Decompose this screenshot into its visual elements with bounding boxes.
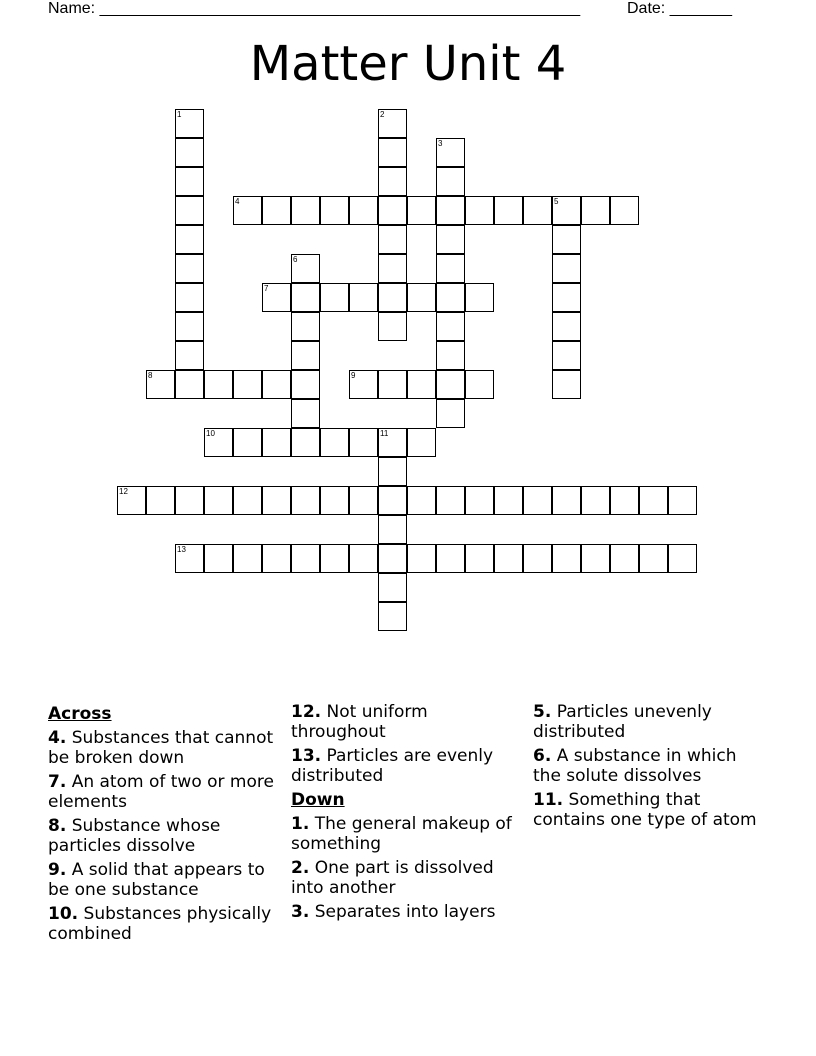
grid-cell[interactable] [523, 544, 552, 573]
clue-number: 8. [48, 816, 67, 836]
clue-text: Substance whose particles dissolve [48, 816, 221, 856]
grid-cell[interactable] [262, 370, 291, 399]
grid-cell[interactable] [639, 544, 668, 573]
grid-cell[interactable] [436, 486, 465, 515]
grid-cell[interactable] [175, 370, 204, 399]
grid-cell[interactable] [233, 544, 262, 573]
grid-cell[interactable] [552, 341, 581, 370]
cell-number: 7 [264, 284, 269, 293]
grid-cell[interactable] [436, 225, 465, 254]
grid-cell[interactable] [465, 370, 494, 399]
clue-text: An atom of two or more elements [48, 772, 274, 812]
clue-text: A substance in which the solute dissolves [533, 746, 737, 786]
cell-number: 2 [380, 110, 385, 119]
grid-cell[interactable] [378, 138, 407, 167]
grid-cell[interactable] [175, 283, 204, 312]
grid-cell[interactable] [175, 138, 204, 167]
grid-cell[interactable] [407, 370, 436, 399]
grid-cell[interactable] [378, 109, 407, 138]
clue-across-10 [48, 904, 284, 944]
grid-cell[interactable] [639, 486, 668, 515]
clue-number: 5. [533, 702, 552, 722]
grid-cell[interactable] [378, 312, 407, 341]
clue-down-6 [533, 746, 769, 786]
clue-across-12 [291, 702, 527, 742]
grid-cell[interactable] [378, 283, 407, 312]
grid-cell[interactable] [320, 428, 349, 457]
grid-cell[interactable] [320, 486, 349, 515]
grid-cell[interactable] [204, 370, 233, 399]
clue-across-13 [291, 746, 527, 786]
grid-cell[interactable] [320, 283, 349, 312]
clue-down-11 [533, 790, 769, 830]
grid-cell[interactable] [175, 196, 204, 225]
clue-number: 13. [291, 746, 322, 766]
grid-cell[interactable] [523, 196, 552, 225]
grid-cell[interactable] [320, 544, 349, 573]
grid-cell[interactable] [204, 486, 233, 515]
cell-number: 13 [177, 545, 186, 554]
cell-number: 6 [293, 255, 298, 264]
grid-cell[interactable] [407, 283, 436, 312]
grid-cell[interactable] [117, 486, 146, 515]
grid-cell[interactable] [552, 486, 581, 515]
grid-cell[interactable] [407, 196, 436, 225]
grid-cell[interactable] [581, 196, 610, 225]
grid-cell[interactable] [378, 370, 407, 399]
grid-cell[interactable] [349, 486, 378, 515]
clue-across-4 [48, 728, 284, 768]
clue-across-8 [48, 816, 284, 856]
grid-cell[interactable] [146, 370, 175, 399]
clue-text: The general makeup of something [291, 814, 512, 854]
grid-cell[interactable] [668, 486, 697, 515]
across-heading: Across [48, 704, 112, 724]
grid-cell[interactable] [436, 370, 465, 399]
grid-cell[interactable] [436, 254, 465, 283]
clue-number: 6. [533, 746, 552, 766]
grid-cell[interactable] [291, 283, 320, 312]
grid-cell[interactable] [407, 428, 436, 457]
grid-cell[interactable] [349, 544, 378, 573]
grid-cell[interactable] [175, 544, 204, 573]
grid-cell[interactable] [291, 399, 320, 428]
grid-cell[interactable] [291, 254, 320, 283]
grid-cell[interactable] [465, 486, 494, 515]
clue-down-5 [533, 702, 769, 742]
clue-number: 4. [48, 728, 67, 748]
clue-number: 10. [48, 904, 79, 924]
grid-cell[interactable] [378, 457, 407, 486]
grid-cell[interactable] [175, 109, 204, 138]
clues-column-1 [48, 702, 284, 948]
grid-cell[interactable] [349, 370, 378, 399]
grid-cell[interactable] [175, 167, 204, 196]
clue-text: A solid that appears to be one substance [48, 860, 265, 900]
grid-cell[interactable] [378, 254, 407, 283]
cell-number: 4 [235, 197, 240, 206]
cell-number: 9 [351, 371, 356, 380]
clue-number: 12. [291, 702, 322, 722]
grid-cell[interactable] [291, 341, 320, 370]
clue-across-7 [48, 772, 284, 812]
grid-cell[interactable] [552, 370, 581, 399]
clue-across-9 [48, 860, 284, 900]
grid-cell[interactable] [378, 544, 407, 573]
grid-cell[interactable] [175, 225, 204, 254]
cell-number: 10 [206, 429, 215, 438]
cell-number: 8 [148, 371, 153, 380]
grid-cell[interactable] [378, 167, 407, 196]
cell-number: 3 [438, 139, 443, 148]
grid-cell[interactable] [552, 544, 581, 573]
grid-cell[interactable] [291, 544, 320, 573]
cell-number: 5 [554, 197, 559, 206]
clue-number: 3. [291, 902, 310, 922]
date-field-label: Date: _______ [627, 0, 732, 17]
grid-cell[interactable] [494, 544, 523, 573]
grid-cell[interactable] [378, 225, 407, 254]
grid-cell[interactable] [465, 544, 494, 573]
grid-cell[interactable] [523, 486, 552, 515]
grid-cell[interactable] [436, 138, 465, 167]
grid-cell[interactable] [378, 602, 407, 631]
grid-cell[interactable] [610, 544, 639, 573]
grid-cell[interactable] [378, 573, 407, 602]
grid-cell[interactable] [378, 486, 407, 515]
grid-cell[interactable] [349, 283, 378, 312]
clue-text: Not uniform throughout [291, 702, 428, 742]
grid-cell[interactable] [465, 283, 494, 312]
clue-down-3 [291, 902, 527, 922]
clue-number: 7. [48, 772, 67, 792]
grid-cell[interactable] [552, 312, 581, 341]
grid-cell[interactable] [320, 196, 349, 225]
clues-column-2 [291, 702, 527, 926]
grid-cell[interactable] [436, 399, 465, 428]
grid-cell[interactable] [262, 486, 291, 515]
grid-cell[interactable] [233, 196, 262, 225]
grid-cell[interactable] [262, 544, 291, 573]
grid-cell[interactable] [204, 428, 233, 457]
cell-number: 1 [177, 110, 182, 119]
grid-cell[interactable] [291, 428, 320, 457]
grid-cell[interactable] [436, 283, 465, 312]
grid-cell[interactable] [494, 486, 523, 515]
clue-text: Something that contains one type of atom [533, 790, 757, 830]
clue-down-1 [291, 814, 527, 854]
grid-cell[interactable] [291, 196, 320, 225]
cell-number: 12 [119, 487, 128, 496]
clue-down-2 [291, 858, 527, 898]
grid-cell[interactable] [233, 486, 262, 515]
grid-cell[interactable] [291, 370, 320, 399]
grid-cell[interactable] [494, 196, 523, 225]
grid-cell[interactable] [552, 196, 581, 225]
grid-cell[interactable] [465, 196, 494, 225]
clue-text: Separates into layers [314, 902, 496, 922]
clue-number: 2. [291, 858, 310, 878]
grid-cell[interactable] [262, 196, 291, 225]
grid-cell[interactable] [262, 283, 291, 312]
grid-cell[interactable] [407, 486, 436, 515]
grid-cell[interactable] [610, 486, 639, 515]
grid-cell[interactable] [175, 341, 204, 370]
grid-cell[interactable] [349, 428, 378, 457]
grid-cell[interactable] [175, 312, 204, 341]
grid-cell[interactable] [436, 196, 465, 225]
grid-cell[interactable] [436, 167, 465, 196]
grid-cell[interactable] [552, 254, 581, 283]
clue-text: Substances that cannot be broken down [48, 728, 274, 768]
page-title: Matter Unit 4 [249, 36, 567, 92]
clue-number: 9. [48, 860, 67, 880]
grid-cell[interactable] [233, 370, 262, 399]
clue-number: 1. [291, 814, 310, 834]
grid-cell[interactable] [175, 486, 204, 515]
grid-cell[interactable] [552, 283, 581, 312]
grid-cell[interactable] [552, 225, 581, 254]
grid-cell[interactable] [436, 341, 465, 370]
clue-text: Particles unevenly distributed [533, 702, 712, 742]
grid-cell[interactable] [175, 254, 204, 283]
grid-cell[interactable] [204, 544, 233, 573]
grid-cell[interactable] [378, 196, 407, 225]
grid-cell[interactable] [262, 428, 291, 457]
clue-text: Particles are evenly distributed [291, 746, 494, 786]
clue-number: 11. [533, 790, 564, 810]
grid-cell[interactable] [378, 428, 407, 457]
grid-cell[interactable] [407, 544, 436, 573]
down-heading: Down [291, 790, 345, 810]
grid-cell[interactable] [378, 515, 407, 544]
grid-cell[interactable] [581, 544, 610, 573]
grid-cell[interactable] [146, 486, 175, 515]
clue-text: Substances physically combined [48, 904, 272, 944]
cell-number: 11 [380, 429, 389, 438]
clue-text: One part is dissolved into another [291, 858, 494, 898]
clues-column-3 [533, 702, 769, 834]
grid-cell[interactable] [581, 486, 610, 515]
grid-cell[interactable] [349, 196, 378, 225]
grid-cell[interactable] [436, 312, 465, 341]
grid-cell[interactable] [291, 486, 320, 515]
name-field-label: Name: ______________________________________________________ [48, 0, 581, 17]
grid-cell[interactable] [291, 312, 320, 341]
grid-cell[interactable] [436, 544, 465, 573]
grid-cell[interactable] [668, 544, 697, 573]
grid-cell[interactable] [610, 196, 639, 225]
grid-cell[interactable] [233, 428, 262, 457]
